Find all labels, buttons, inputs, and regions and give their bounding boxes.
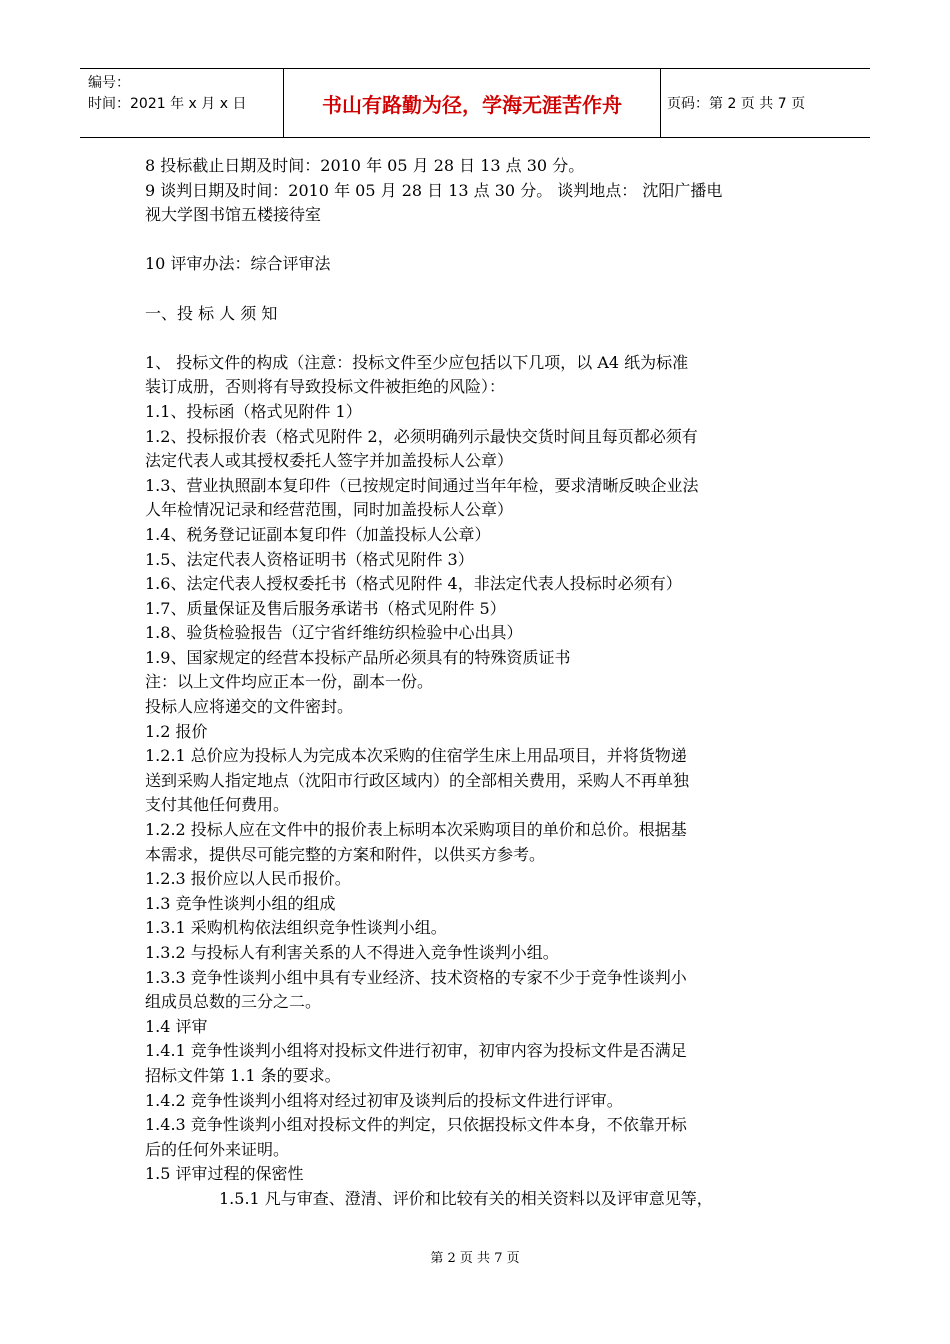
paragraph-line: 装订成册，否则将有导致投标文件被拒绝的风险）：	[145, 377, 506, 397]
list-item: 1.9、国家规定的经营本投标产品所必须具有的特殊资质证书	[145, 647, 571, 667]
header-meta	[80, 69, 283, 137]
document-body	[145, 154, 825, 1212]
list-item: 1.5、法定代表人资格证明书（格式见附件 3）	[145, 549, 474, 569]
header-divider	[660, 69, 661, 137]
paragraph-line: 1.4.1 竞争性谈判小组将对投标文件进行初审，初审内容为投标文件是否满足	[145, 1041, 687, 1061]
paragraph-line: 法定代表人或其授权委托人签字并加盖投标人公章）	[145, 451, 514, 471]
list-item: 1.4、税务登记证副本复印件（加盖投标人公章）	[145, 524, 491, 544]
header-number-label: 编号：	[88, 75, 130, 91]
paragraph-line: 1.3.2 与投标人有利害关系的人不得进入竞争性谈判小组。	[145, 943, 559, 962]
list-item: 1.2、投标报价表（格式见附件 2，必须明确列示最快交货时间且每页都必须有	[145, 426, 698, 446]
paragraph-line: 8 投标截止日期及时间：2010 年 05 月 28 日 13 点 30 分。	[145, 156, 585, 175]
paragraph-line: 本需求，提供尽可能完整的方案和附件，以供买方参考。	[145, 844, 546, 864]
blank-line	[145, 326, 825, 351]
subsection-heading: 1.5 评审过程的保密性	[145, 1164, 304, 1184]
paragraph-line: 支付其他任何费用。	[145, 795, 290, 815]
blank-line	[145, 228, 825, 253]
paragraph-line: 1.2.2 投标人应在文件中的报价表上标明本次采购项目的单价和总价。根据基	[145, 820, 687, 840]
section-heading: 一、投 标 人 须 知	[145, 303, 278, 323]
page-footer: 第 2 页 共 7 页	[430, 1251, 520, 1266]
paragraph-line: 送到采购人指定地点（沈阳市行政区域内）的全部相关费用，采购人不再单独	[145, 770, 690, 790]
paragraph-line: 1、 投标文件的构成（注意：投标文件至少应包括以下几项，以 A4 纸为标准	[145, 352, 689, 372]
subsection-heading: 1.3 竞争性谈判小组的组成	[145, 893, 336, 913]
list-item: 1.7、质量保证及售后服务承诺书（格式见附件 5）	[145, 598, 506, 618]
paragraph-line: 9 谈判日期及时间：2010 年 05 月 28 日 13 点 30 分。 谈判地点： 沈阳广播电	[145, 180, 723, 200]
list-item: 1.6、法定代表人授权委托书（格式见附件 4，非法定代表人投标时必须有）	[145, 574, 682, 594]
list-item: 1.3、营业执照副本复印件（已按规定时间通过当年年检，要求清晰反映企业法	[145, 475, 699, 495]
subsection-heading: 1.2 报价	[145, 721, 208, 741]
list-item: 1.8、验货检验报告（辽宁省纤维纺织检验中心出具）	[145, 623, 523, 643]
paragraph-line: 10 评审办法：综合评审法	[145, 254, 331, 274]
header-page-label: 页码：第 2 页 共 7 页	[667, 96, 806, 112]
paragraph-line: 注：以上文件均应正本一份，副本一份。	[145, 672, 434, 692]
page-header	[80, 68, 870, 138]
paragraph-line: 1.4.2 竞争性谈判小组将对经过初审及谈判后的投标文件进行评审。	[145, 1090, 623, 1110]
paragraph-line: 投标人应将递交的文件密封。	[145, 697, 354, 717]
paragraph-line: 后的任何外来证明。	[145, 1139, 290, 1159]
header-date-label: 时间：2021 年 x 月 x 日	[88, 96, 247, 112]
paragraph-line: 人年检情况记录和经营范围，同时加盖投标人公章）	[145, 500, 514, 520]
paragraph-line: 1.2.3 报价应以人民币报价。	[145, 869, 351, 889]
paragraph-line: 1.3.1 采购机构依法组织竞争性谈判小组。	[145, 918, 447, 938]
paragraph-line: 组成员总数的三分之二。	[145, 992, 322, 1012]
list-item: 1.1、投标函（格式见附件 1）	[145, 401, 362, 421]
paragraph-line: 招标文件第 1.1 条的要求。	[145, 1065, 341, 1085]
paragraph-line: 1.3.3 竞争性谈判小组中具有专业经济、技术资格的专家不少于竞争性谈判小	[145, 967, 687, 987]
blank-line	[145, 277, 825, 302]
paragraph-line: 1.4.3 竞争性谈判小组对投标文件的判定，只依据投标文件本身，不依靠开标	[145, 1115, 687, 1135]
paragraph-line: 1.2.1 总价应为投标人为完成本次采购的住宿学生床上用品项目，并将货物递	[145, 746, 687, 766]
subsection-heading: 1.4 评审	[145, 1016, 208, 1036]
paragraph-line: 视大学图书馆五楼接待室	[145, 205, 322, 225]
header-motto: 书山有路勤为径，学海无涯苦作舟	[322, 92, 622, 117]
paragraph-line: 1.5.1 凡与审查、澄清、评价和比较有关的相关资料以及评审意见等，	[219, 1188, 713, 1208]
